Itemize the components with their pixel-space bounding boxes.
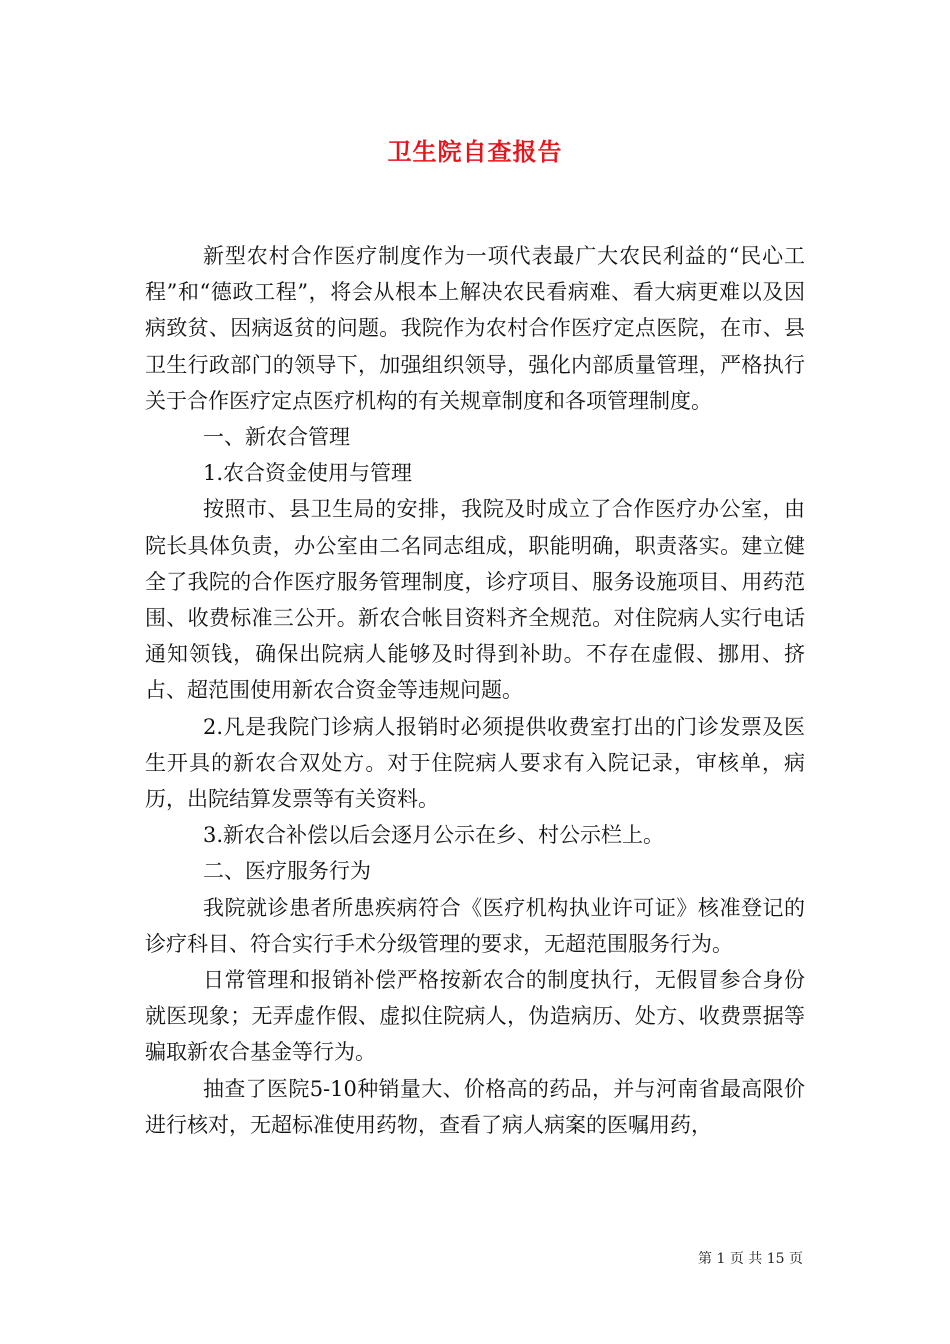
paragraph-outpatient-reimbursement: 2.凡是我院门诊病人报销时必须提供收费室打出的门诊发票及医生开具的新农合双处方。对于住院病人要求有入院记录，审核单，病历，出院结算发票等有关资料。 xyxy=(145,714,805,812)
document-body xyxy=(145,238,805,1143)
paragraph-daily-management: 日常管理和报销补偿严格按新农合的制度执行，无假冒参合身份就医现象；无弄虚作假、虚拟住院病人，伪造病历、处方、收费票据等骗取新农合基金等行为。 xyxy=(145,968,805,1065)
page-title: 卫生院自查报告 xyxy=(387,137,563,166)
paragraph-intro: 新型农村合作医疗制度作为一项代表最广大农民利益的“民心工程”和“德政工程”，将会从根本上解决农民看病难、看大病更难以及因病致贫、因病返贫的问题。我院作为农村合作医疗定点医院，在市、县卫生行政部门的领导下，加强组织领导，强化内部质量管理，严格执行关于合作医疗定点医疗机构的有关规章制度和各项管理制度。 xyxy=(145,244,805,413)
heading-section-2: 二、医疗服务行为 xyxy=(203,859,371,884)
paragraph-fund-management: 按照市、县卫生局的安排，我院及时成立了合作医疗办公室，由院长具体负责，办公室由二名同志组成，职能明确，职责落实。建立健全了我院的合作医疗服务管理制度，诊疗项目、服务设施项目、用药范围、收费标准三公开。新农合帐目资料齐全规范。对住院病人实行电话通知领钱，确保出院病人能够及时得到补助。不存在虚假、挪用、挤占、超范围使用新农合资金等违规问题。 xyxy=(145,497,805,703)
heading-section-1: 一、新农合管理 xyxy=(203,425,350,450)
page-number: 第 1 页 共 15 页 xyxy=(698,1251,803,1267)
heading-subsection-1: 1.农合资金使用与管理 xyxy=(203,461,413,486)
paragraph-drug-check: 抽查了医院5-10种销量大、价格高的药品，并与河南省最高限价进行核对，无超标准使用药物，查看了病人病案的医嘱用药， xyxy=(145,1076,805,1137)
paragraph-compensation-publicity: 3.新农合补偿以后会逐月公示在乡、村公示栏上。 xyxy=(203,823,665,848)
paragraph-service-scope: 我院就诊患者所患疾病符合《医疗机构执业许可证》核准登记的诊疗科目、符合实行手术分级管理的要求，无超范围服务行为。 xyxy=(145,895,805,956)
